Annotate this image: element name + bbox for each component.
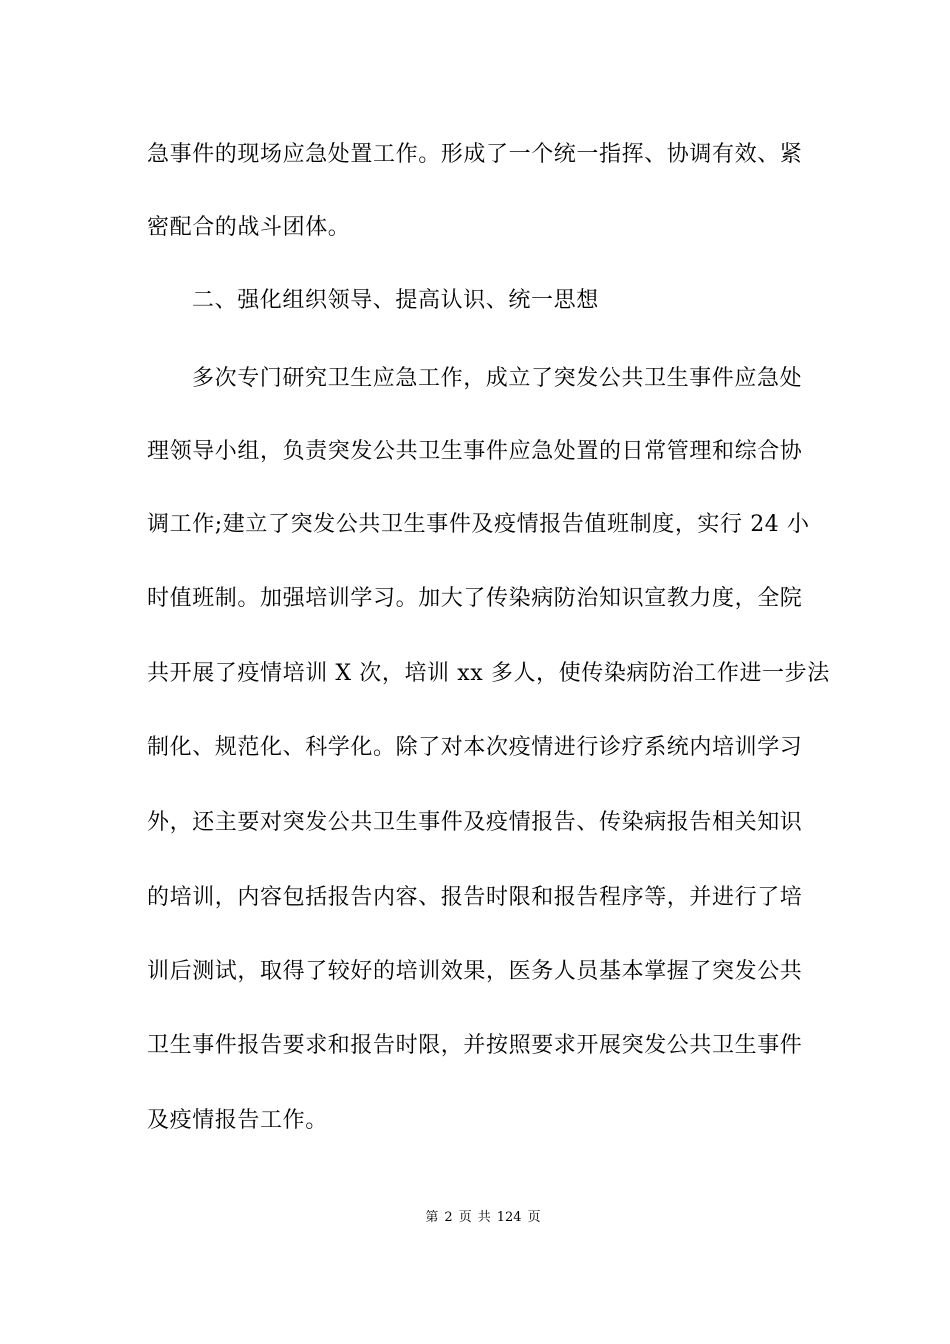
text-line: 外，还主要对突发公共卫生事件及疫情报告、传染病报告相关知识 — [147, 810, 803, 835]
text-line: 的培训，内容包括报告内容、报告时限和报告程序等，并进行了培 — [147, 885, 803, 910]
footer-page-label: 页 — [458, 1210, 472, 1225]
current-page-number: 2 — [444, 1210, 453, 1225]
total-pages-number: 124 — [496, 1210, 522, 1225]
text-line: 急事件的现场应急处置工作。形成了一个统一指挥、协调有效、紧 — [147, 142, 803, 167]
text-line: 密配合的战斗团体。 — [147, 215, 351, 240]
text-line: 共开展了疫情培训 X 次，培训 xx 多人，使传染病防治工作进一步法 — [147, 661, 830, 686]
section-heading: 二、强化组织领导、提高认识、统一思想 — [192, 288, 599, 313]
footer-total-suffix: 页 — [527, 1210, 541, 1225]
text-line: 制化、规范化、科学化。除了对本次疫情进行诊疗系统内培训学习 — [147, 735, 803, 760]
text-line: 多次专门研究卫生应急工作，成立了突发公共卫生事件应急处 — [192, 366, 803, 391]
page-footer — [0, 1208, 950, 1228]
footer-prefix: 第 — [425, 1210, 439, 1225]
text-line: 卫生事件报告要求和报告时限，并按照要求开展突发公共卫生事件 — [147, 1033, 803, 1058]
text-line: 及疫情报告工作。 — [147, 1108, 328, 1133]
text-line: 训后测试，取得了较好的培训效果，医务人员基本掌握了突发公共 — [147, 959, 803, 984]
text-line: 调工作;建立了突发公共卫生事件及疫情报告值班制度，实行 24 小 — [147, 512, 810, 537]
text-line: 理领导小组，负责突发公共卫生事件应急处置的日常管理和综合协 — [147, 439, 803, 464]
text-line: 时值班制。加强培训学习。加大了传染病防治知识宣教力度，全院 — [147, 586, 803, 611]
footer-total-prefix: 共 — [477, 1210, 491, 1225]
